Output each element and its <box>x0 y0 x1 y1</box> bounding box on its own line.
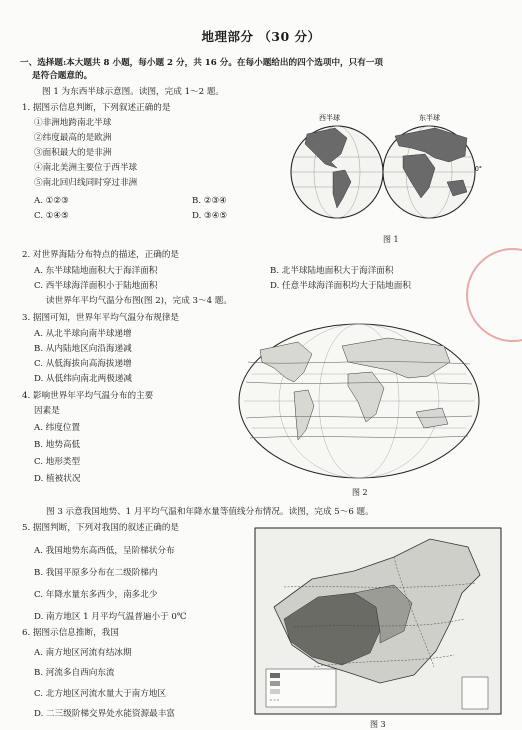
equator-zero-label: 0° <box>475 166 482 173</box>
q1-option-a[interactable]: A. ①②③ <box>34 196 69 206</box>
page-title: 地理部分 （30 分） <box>201 29 321 44</box>
section-heading: 一、选择题:本大题共 8 小题，每小题 2 分，共 16 分。在每小题给出的四个选项中，只有一项 <box>20 58 384 68</box>
q5-option-b[interactable]: B. 我国平原多分布在二级阶梯内 <box>34 568 158 578</box>
q5-option-d[interactable]: D. 南方地区 1 月平均气温普遍小于 0℃ <box>34 612 187 622</box>
q4-option-a[interactable]: A. 纬度位置 <box>34 423 81 433</box>
q1-item: ④南北美洲主要位于西半球 <box>34 163 138 173</box>
q4-option-b[interactable]: B. 地势高低 <box>34 440 81 450</box>
q2-option-d[interactable]: D. 任意半球海洋面积均大于陆地面积 <box>270 281 411 291</box>
q2-option-a[interactable]: A. 东半球陆地面积大于海洋面积 <box>34 266 158 276</box>
q3-option-c[interactable]: C. 从低海拔向高海拔递增 <box>34 359 132 369</box>
q5-option-a[interactable]: A. 我国地势东高西低，呈阶梯状分布 <box>34 546 175 556</box>
q5-option-c[interactable]: C. 年降水量东多西少，南多北少 <box>34 590 158 600</box>
figure-2-world-temperature-map <box>238 322 480 480</box>
q6-option-b[interactable]: B. 河流多自西向东流 <box>34 668 115 678</box>
q2-stem: 2. 对世界海陆分布特点的描述，正确的是 <box>22 250 180 260</box>
q5-stem: 5. 据图判断，下列对我国的叙述正确的是 <box>22 523 180 533</box>
q6-option-a[interactable]: A. 南方地区河流有结冰期 <box>34 648 132 658</box>
q1-option-c[interactable]: C. ①④⑤ <box>34 211 69 221</box>
intro-q5-6: 图 3 示意我国地势、1 月平均气温和年降水量等值线分布情况。读图，完成 5～6 题。 <box>46 507 374 517</box>
q1-option-b[interactable]: B. ②③④ <box>192 196 227 206</box>
q2-option-c[interactable]: C. 西半球海洋面积小于陆地面积 <box>34 281 158 291</box>
q1-item: ③面积最大的是非洲 <box>34 148 112 158</box>
q1-item: ②纬度最高的是欧洲 <box>34 133 112 143</box>
q4-stem-cont: 因素是 <box>34 406 60 416</box>
q3-option-a[interactable]: A. 从北半球向南半球递增 <box>34 329 132 339</box>
q2-option-b[interactable]: B. 北半球陆地面积大于海洋面积 <box>270 266 394 276</box>
q1-item: ⑤南北回归线同时穿过非洲 <box>34 178 138 188</box>
q1-stem: 1. 据图示信息判断，下列叙述正确的是 <box>22 103 171 113</box>
figure-1-caption: 图 1 <box>383 235 399 244</box>
east-hemisphere-label: 东半球 <box>419 114 440 122</box>
intro-q3-4: 读世界年平均气温分布图(图 2)，完成 3～4 题。 <box>46 296 232 306</box>
q6-option-d[interactable]: D. 二三级阶梯交界处水能资源最丰富 <box>34 709 175 719</box>
q6-option-c[interactable]: C. 北方地区河流水量大于南方地区 <box>34 689 167 699</box>
q4-option-d[interactable]: D. 植被状况 <box>34 474 81 484</box>
section-heading-cont: 是符合题意的。 <box>32 71 93 81</box>
q6-stem: 6. 据图示信息推断，我国 <box>22 628 119 638</box>
q4-stem: 4. 影响世界年平均气温分布的主要 <box>22 391 154 401</box>
q1-item: ①非洲地跨南北半球 <box>34 118 112 128</box>
west-hemisphere-label: 西半球 <box>319 114 340 122</box>
intro-q1-2: 图 1 为东西半球示意图。读图，完成 1～2 题。 <box>42 87 225 97</box>
figure-3-china-map <box>254 527 502 715</box>
q1-option-d[interactable]: D. ③④⑤ <box>192 211 228 221</box>
figure-2-caption: 图 2 <box>352 488 368 497</box>
q3-option-b[interactable]: B. 从内陆地区向沿海递减 <box>34 344 132 354</box>
q3-option-d[interactable]: D. 从低纬向南北两极递减 <box>34 374 132 384</box>
q4-option-c[interactable]: C. 地形类型 <box>34 457 81 467</box>
q3-stem: 3. 据图可知，世界年平均气温分布规律是 <box>22 313 180 323</box>
figure-1-hemispheres <box>285 112 485 222</box>
figure-3-caption: 图 3 <box>370 720 386 729</box>
